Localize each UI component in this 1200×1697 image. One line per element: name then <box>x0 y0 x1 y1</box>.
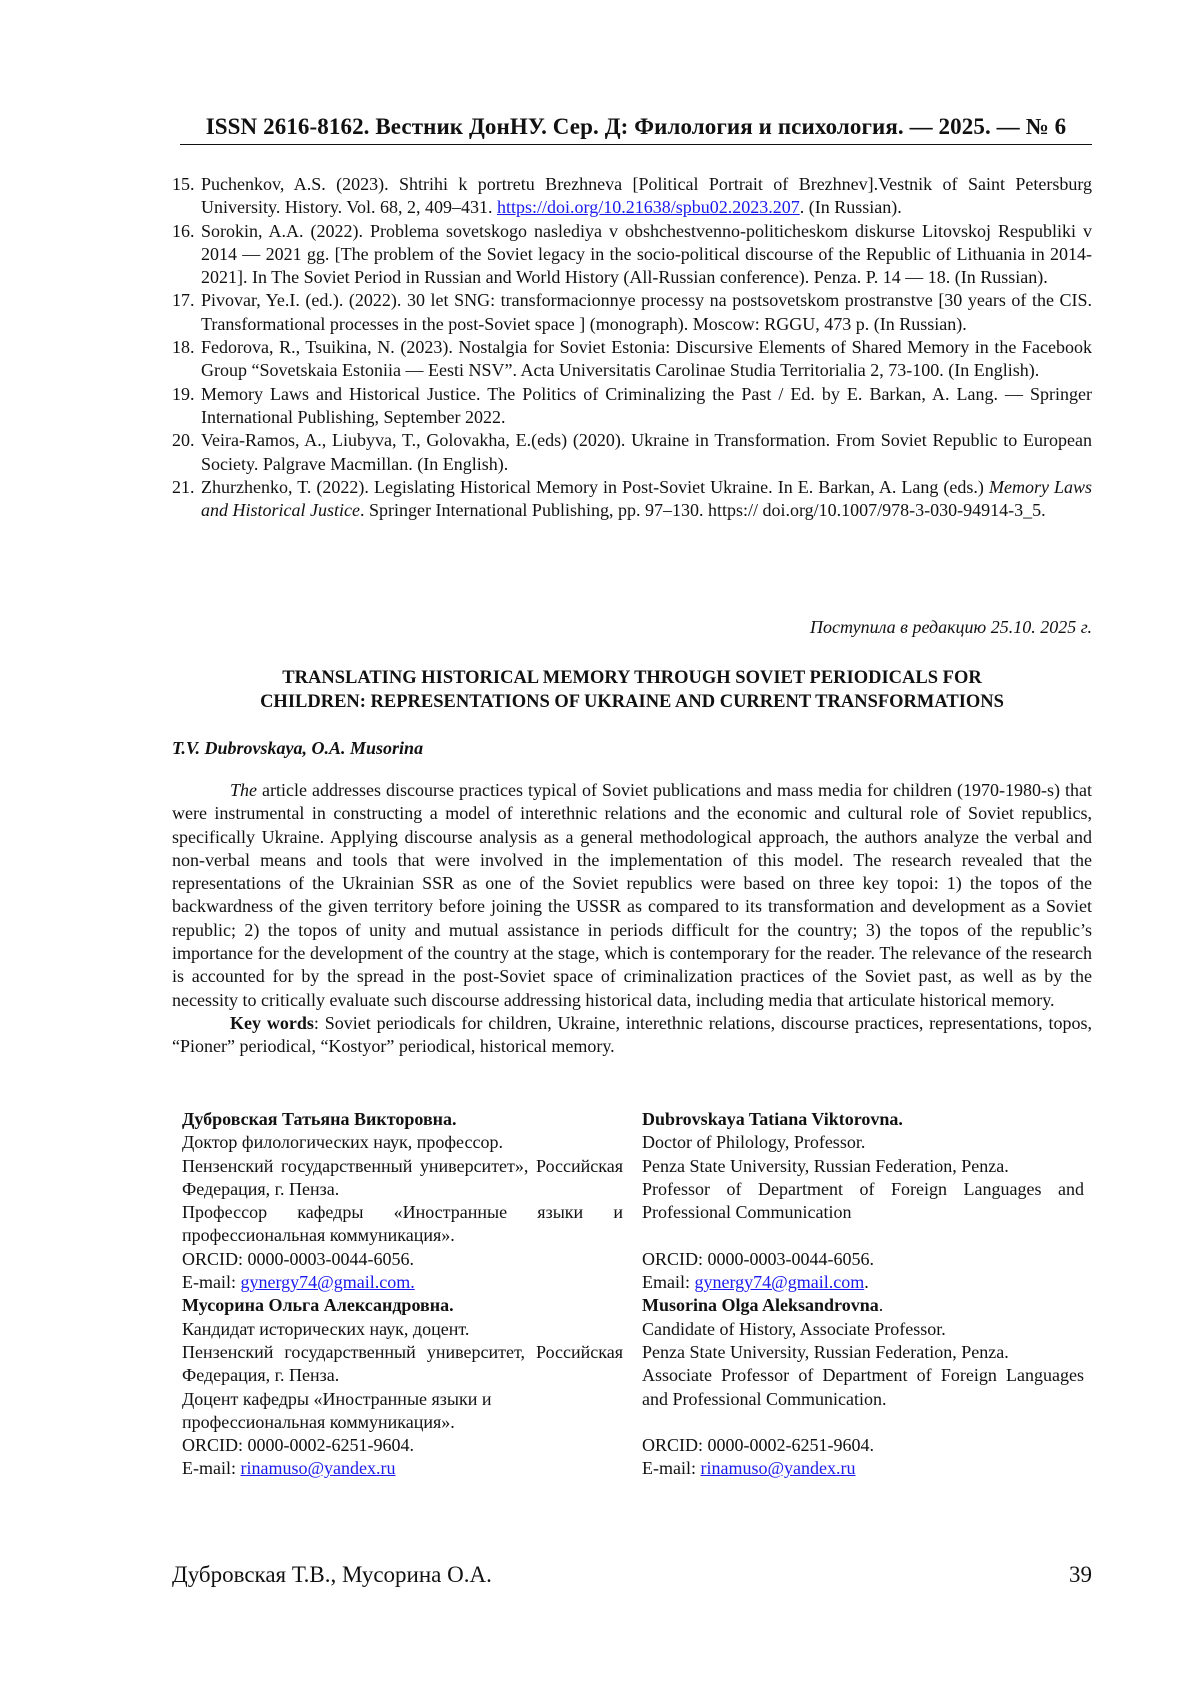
author-position: Профессор кафедры «Иностранные языки и профессиональная коммуникация». <box>182 1202 623 1246</box>
author-affiliation: Пензенский государственный университет, Российская Федерация, г. Пенза. <box>182 1341 623 1386</box>
reference-text: Zhurzhenko, T. (2022). Legislating Historical Memory in Post-Soviet Ukraine. In E. Barkan, A. Lang (eds.) <box>201 476 984 497</box>
author-position: Professor of Department of Foreign Languages and Professional Communication <box>642 1178 1084 1223</box>
reference-text: Veira-Ramos, A., Liubyva, T., Golovakha, E.(eds) (2020). Ukraine in Transformation. From Soviet Republic to European Society. Palgrave Macmillan. (In English). <box>201 430 1092 474</box>
keywords-paragraph <box>172 1012 1092 1059</box>
author-orcid: ORCID: 0000-0002-6251-9604. <box>182 1435 414 1456</box>
email-punct: . <box>864 1272 869 1293</box>
author-name: Musorina Olga Aleksandrovna <box>642 1295 879 1316</box>
reference-text-tail: . Springer International Publishing, pp. 97–130. https:// doi.org/10.1007/978-3-030-94914-3_5. <box>359 500 1046 521</box>
email-link[interactable]: gynergy74@gmail.com. <box>240 1272 415 1293</box>
reference-number: 20. <box>172 430 195 451</box>
reference-number: 18. <box>172 337 195 358</box>
author-name: Dubrovskaya Tatiana Viktorovna. <box>642 1109 903 1129</box>
abstract <box>172 779 1092 1059</box>
author-position: Associate Professor of Department of Foreign Languages and Professional Communication. <box>642 1365 1084 1409</box>
author-affiliation: Penza State University, Russian Federation, Penza. <box>642 1341 1009 1362</box>
reference-item <box>172 336 1092 383</box>
author-name-row <box>642 1294 1084 1317</box>
author-orcid: ORCID: 0000-0002-6251-9604. <box>642 1435 874 1456</box>
article-authors: T.V. Dubrovskaya, O.A. Musorina <box>172 738 424 758</box>
reference-text: Fedorova, R., Tsuikina, N. (2023). Nostalgia for Soviet Estonia: Discursive Elements of Shared Memory in the Facebook Group “Sovetskaia Estoniia — Eesti NSV”. Acta Universitatis Carolinae Studia Territorialia 2, 73-100. (In English). <box>201 337 1092 381</box>
reference-doi-link[interactable]: https://doi.org/10.21638/spbu02.2023.207 <box>497 197 800 218</box>
author-name: Дубровская Татьяна Викторовна. <box>182 1109 457 1129</box>
abstract-first-word: The <box>230 780 257 800</box>
spacer <box>642 1224 1084 1247</box>
reference-number: 19. <box>172 383 195 404</box>
reference-number: 16. <box>172 220 195 241</box>
author-email <box>642 1271 1084 1294</box>
contacts-english-column <box>642 1108 1084 1481</box>
reference-italic-title: Memory Laws and Historical Justice <box>201 476 1093 521</box>
keywords-label: Key words <box>230 1012 314 1033</box>
reference-item <box>172 476 1092 523</box>
reference-number: 21. <box>172 476 195 497</box>
article-title-line: CHILDREN: REPRESENTATIONS OF UKRAINE AND CURRENT TRANSFORMATIONS <box>260 691 1004 712</box>
footer-authors: Дубровская Т.В., Мусорина О.А. <box>172 1562 492 1587</box>
running-header: ISSN 2616-8162. Вестник ДонНУ. Сер. Д: Филология и психология. — 2025. — № 6 <box>180 114 1092 145</box>
author-degree: Доктор филологических наук, профессор. <box>182 1132 503 1153</box>
reference-item <box>172 220 1092 290</box>
received-date: Поступила в редакцию 25.10. 2025 г. <box>810 617 1092 637</box>
author-name: Мусорина Ольга Александровна. <box>182 1295 454 1316</box>
reference-number: 17. <box>172 290 195 311</box>
article-title <box>172 667 1092 714</box>
author-orcid: ORCID: 0000-0003-0044-6056. <box>182 1248 414 1269</box>
email-label: E-mail: <box>182 1272 241 1293</box>
abstract-text: article addresses discourse practices typical of Soviet publications and mass media for children (1970-1980-s) that were instrumental in constructing a model of interethnic relations and the economic and cultural role of Soviet republics, specifically Ukraine. Applying discourse analysis as a general methodological approach, the authors analyze the verbal and non-verbal means and tools that were involved in the implementation of this model. The research revealed that the representations of the Ukrainian SSR as one of the Soviet republics were based on three key topoi: 1) the topos of the backwardness of the given territory before joining the USSR as compared to its transformation and development as a Soviet republic; 2) the topos of unity and mutual assistance in periods difficult for the country; 3) the topos of the republic’s importance for the development of the country at the stage, which is contemporary for the reader. The relevance of the research is accounted for by the spread in the post-Soviet space of criminalization practices of the Soviet past, as well as by the necessity to critically evaluate such discourse addressing historical data, including media that articulate historical memory. <box>172 780 1092 1010</box>
reference-text: Puchenkov, A.S. (2023). Shtrihi k portretu Brezhneva [Political Portrait of Brezhnev].Vestnik of Saint Petersburg University. History. Vol. 68, 2, 409–431. <box>201 174 1092 218</box>
email-label: E-mail: <box>182 1458 241 1479</box>
reference-text: Pivovar, Ye.I. (ed.). (2022). 30 let SNG: transformacionnye processy na postsovetskom prostranstve [30 years of the CIS. Transformational processes in the post-Soviet space ] (monograph). Moscow: RGGU, 473 p. (In Russian). <box>201 290 1092 334</box>
email-link[interactable]: rinamuso@yandex.ru <box>700 1458 856 1479</box>
email-label: E-mail: <box>642 1458 701 1479</box>
author-orcid: ORCID: 0000-0003-0044-6056. <box>642 1248 874 1269</box>
page-number: 39 <box>1069 1562 1092 1587</box>
reference-item <box>172 289 1092 336</box>
author-email <box>182 1457 623 1480</box>
reference-item <box>172 173 1092 220</box>
reference-text: Memory Laws and Historical Justice. The Politics of Criminalizing the Past / Ed. by E. Barkan, A. Lang. — Springer International Publishing, September 2022. <box>201 383 1092 427</box>
author-degree: Doctor of Philology, Professor. <box>642 1132 866 1153</box>
contacts-russian-column <box>182 1108 623 1481</box>
author-degree: Кандидат исторических наук, доцент. <box>182 1318 470 1339</box>
reference-number: 15. <box>172 174 195 194</box>
author-name-punct: . <box>878 1295 884 1316</box>
author-email <box>642 1457 1084 1480</box>
reference-text: Sorokin, A.A. (2022). Problema sovetskogo naslediya v obshchestvenno-politicheskom diskurse Litovskoj Respubliki v 2014 — 2021 gg. [The problem of the Soviet legacy in the socio-political discourse of the Republic of Lithuania in 2014-2021]. In The Soviet Period in Russian and World History (All-Russian conference). Penza. P. 14 — 18. (In Russian). <box>201 220 1092 288</box>
author-affiliation: Penza State University, Russian Federation, Penza. <box>642 1155 1009 1176</box>
spacer <box>642 1411 1084 1434</box>
email-link[interactable]: rinamuso@yandex.ru <box>240 1458 396 1479</box>
reference-list <box>172 173 1092 522</box>
reference-item <box>172 429 1092 476</box>
reference-text-tail: . (In Russian). <box>799 197 902 218</box>
author-degree: Candidate of History, Associate Professor. <box>642 1318 946 1339</box>
author-position: Доцент кафедры «Иностранные языки и профессиональная коммуникация». <box>182 1388 492 1432</box>
keywords-text: : Soviet periodicals for children, Ukraine, interethnic relations, discourse practices, representations, topos, “Pioner” periodical, “Kostyor” periodical, historical memory. <box>172 1012 1093 1057</box>
author-affiliation: Пензенский государственный университет», Российская Федерация, г. Пенза. <box>182 1155 623 1199</box>
abstract-paragraph <box>172 779 1092 1012</box>
author-email <box>182 1271 623 1294</box>
email-link[interactable]: gynergy74@gmail.com <box>694 1272 865 1293</box>
reference-item <box>172 383 1092 430</box>
email-label: Email: <box>642 1272 695 1293</box>
article-title-line: TRANSLATING HISTORICAL MEMORY THROUGH SOVIET PERIODICALS FOR <box>282 668 982 688</box>
